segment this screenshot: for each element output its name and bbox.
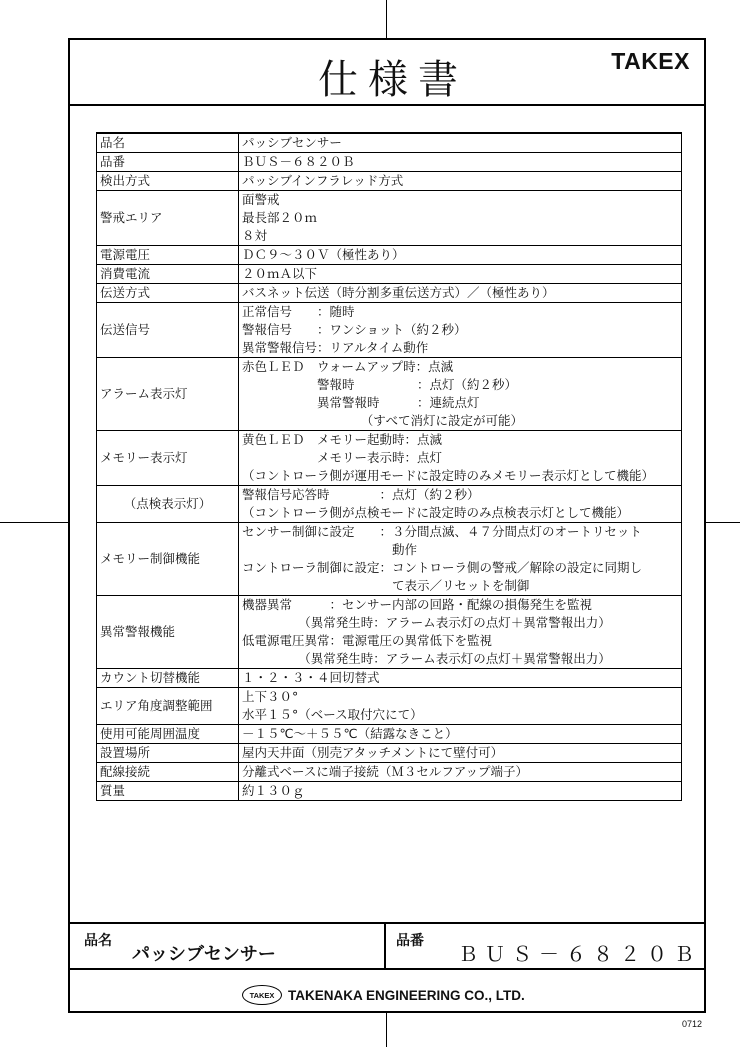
spec-value-line: パッシブインフラレッド方式	[242, 173, 404, 188]
spec-row	[97, 744, 682, 763]
spec-value-line: て表示／リセットを制御	[242, 578, 530, 593]
spec-row	[97, 782, 682, 801]
spec-value-line: 黄色ＬＥＤ メモリー起動時：点滅	[242, 432, 443, 447]
crop-mark-right	[705, 522, 740, 523]
spec-sheet	[68, 38, 706, 1013]
spec-label: カウント切替機能	[97, 669, 239, 688]
spec-value-line: １・２・３・４回切替式	[242, 670, 380, 685]
spec-value	[239, 763, 682, 782]
spec-label: 消費電流	[97, 265, 239, 284]
spec-label: エリア角度調整範囲	[97, 688, 239, 725]
spec-row	[97, 284, 682, 303]
spec-row	[97, 763, 682, 782]
spec-value-line: 警報信号 ：ワンショット（約２秒）	[242, 322, 467, 337]
spec-row	[97, 358, 682, 431]
footer-product-number-cell	[386, 924, 704, 970]
spec-value-line: 異常警報時 ：連続点灯	[242, 395, 480, 410]
spec-value-line: （異常発生時：アラーム表示灯の点灯＋異常警報出力）	[242, 651, 611, 666]
spec-label: 品番	[97, 153, 239, 172]
spec-value-line: 面警戒	[242, 192, 280, 207]
spec-value-line: メモリー表示時：点灯	[242, 450, 443, 465]
spec-label: 品名	[97, 133, 239, 153]
spec-row	[97, 133, 682, 153]
spec-label: 電源電圧	[97, 246, 239, 265]
spec-value-line: （コントローラ側が点検モードに設定時のみ点検表示灯として機能）	[242, 505, 630, 520]
spec-value-line: ８対	[242, 228, 268, 243]
spec-value-line: ＢＵＳ－６８２０Ｂ	[242, 154, 355, 169]
spec-value-line: バスネット伝送（時分割多重伝送方式）／（極性あり）	[242, 285, 555, 300]
spec-row	[97, 669, 682, 688]
spec-value-line: （異常発生時：アラーム表示灯の点灯＋異常警報出力）	[242, 615, 611, 630]
footer-number-label: 品番	[396, 933, 424, 949]
spec-value-line: 機器異常 ：センサー内部の回路・配線の損傷発生を監視	[242, 597, 593, 612]
spec-value-line: （コントローラ側が運用モードに設定時のみメモリー表示灯として機能）	[242, 468, 655, 483]
company-logo: TAKEX	[242, 985, 282, 1005]
spec-value	[239, 486, 682, 523]
crop-mark-top	[386, 0, 387, 38]
spec-value-line: 低電源電圧異常：電源電圧の異常低下を監視	[242, 633, 493, 648]
spec-value-line: 異常警報信号：リアルタイム動作	[242, 340, 429, 355]
spec-label: メモリー表示灯	[97, 431, 239, 486]
spec-row	[97, 191, 682, 246]
spec-label: 配線接続	[97, 763, 239, 782]
spec-row	[97, 265, 682, 284]
crop-mark-left	[0, 522, 68, 523]
footer-name-label: 品名	[84, 933, 112, 949]
spec-label: 質量	[97, 782, 239, 801]
spec-value-line: 上下３０°	[242, 689, 299, 704]
spec-value	[239, 153, 682, 172]
spec-value	[239, 782, 682, 801]
spec-label: （点検表示灯）	[97, 486, 239, 523]
spec-value-line: 警報時 ：点灯（約２秒）	[242, 377, 518, 392]
spec-value	[239, 133, 682, 153]
spec-row	[97, 246, 682, 265]
footer-name-value: パッシブセンサー	[132, 944, 276, 965]
spec-label: 設置場所	[97, 744, 239, 763]
company-name: TAKENAKA ENGINEERING CO., LTD.	[288, 987, 525, 1003]
spec-value-line: （すべて消灯に設定が可能）	[242, 413, 524, 428]
brand-logo: TAKEX	[611, 48, 690, 74]
spec-row	[97, 153, 682, 172]
spec-value	[239, 191, 682, 246]
spec-label: 警戒エリア	[97, 191, 239, 246]
spec-value	[239, 596, 682, 669]
spec-value	[239, 431, 682, 486]
spec-value	[239, 523, 682, 596]
company-block	[242, 984, 525, 1006]
spec-value-line: 屋内天井面（別売アタッチメントにて壁付可）	[242, 745, 504, 760]
page-title: 仕様書	[318, 57, 468, 103]
spec-label: 異常警報機能	[97, 596, 239, 669]
spec-value	[239, 265, 682, 284]
spec-label: 伝送方式	[97, 284, 239, 303]
spec-value-line: パッシブセンサー	[242, 135, 342, 150]
spec-table	[96, 132, 682, 801]
spec-value	[239, 246, 682, 265]
spec-value-line: 警報信号応答時 ：点灯（約２秒）	[242, 487, 480, 502]
spec-value-line: コントローラ制御に設定：コントローラ側の警戒／解除の設定に同期し	[242, 560, 643, 575]
spec-label: メモリー制御機能	[97, 523, 239, 596]
sheet-footer	[70, 922, 704, 1011]
spec-row	[97, 172, 682, 191]
spec-value	[239, 172, 682, 191]
footer-product-name-cell	[70, 924, 386, 970]
spec-label: アラーム表示灯	[97, 358, 239, 431]
spec-row	[97, 725, 682, 744]
spec-value	[239, 744, 682, 763]
spec-value	[239, 358, 682, 431]
spec-value-line: 正常信号 ：随時	[242, 304, 355, 319]
footer-number-value: ＢＵＳ－６８２０Ｂ	[458, 942, 701, 966]
spec-row	[97, 596, 682, 669]
sheet-header	[70, 40, 704, 106]
spec-value	[239, 669, 682, 688]
spec-value-line: 最長部２０ｍ	[242, 210, 318, 225]
spec-value	[239, 688, 682, 725]
spec-label: 使用可能周囲温度	[97, 725, 239, 744]
spec-value-line: 赤色ＬＥＤ ウォームアップ時：点滅	[242, 359, 454, 374]
spec-row	[97, 431, 682, 486]
spec-value-line: 分離式ベースに端子接続（Ｍ３セルフアップ端子）	[242, 764, 529, 779]
crop-mark-bottom	[386, 1012, 387, 1047]
spec-label: 伝送信号	[97, 303, 239, 358]
spec-value-line: ２０ｍＡ以下	[242, 266, 318, 281]
spec-row	[97, 303, 682, 358]
spec-row	[97, 523, 682, 596]
spec-label: 検出方式	[97, 172, 239, 191]
spec-value-line: 水平１５°（ベース取付穴にて）	[242, 707, 423, 722]
spec-value-line: 約１３０ｇ	[242, 783, 305, 798]
spec-value	[239, 284, 682, 303]
spec-value-line: 動作	[242, 542, 418, 557]
spec-value-line: ＤＣ９～３０Ｖ（極性あり）	[242, 247, 405, 262]
spec-row	[97, 688, 682, 725]
spec-value	[239, 303, 682, 358]
document-number: 0712	[682, 1019, 703, 1029]
spec-value-line: －１５℃～＋５５℃（結露なきこと）	[242, 726, 458, 741]
spec-row	[97, 486, 682, 523]
spec-value	[239, 725, 682, 744]
spec-value-line: センサー制御に設定 ：３分間点滅、４７分間点灯のオートリセット	[242, 524, 642, 539]
